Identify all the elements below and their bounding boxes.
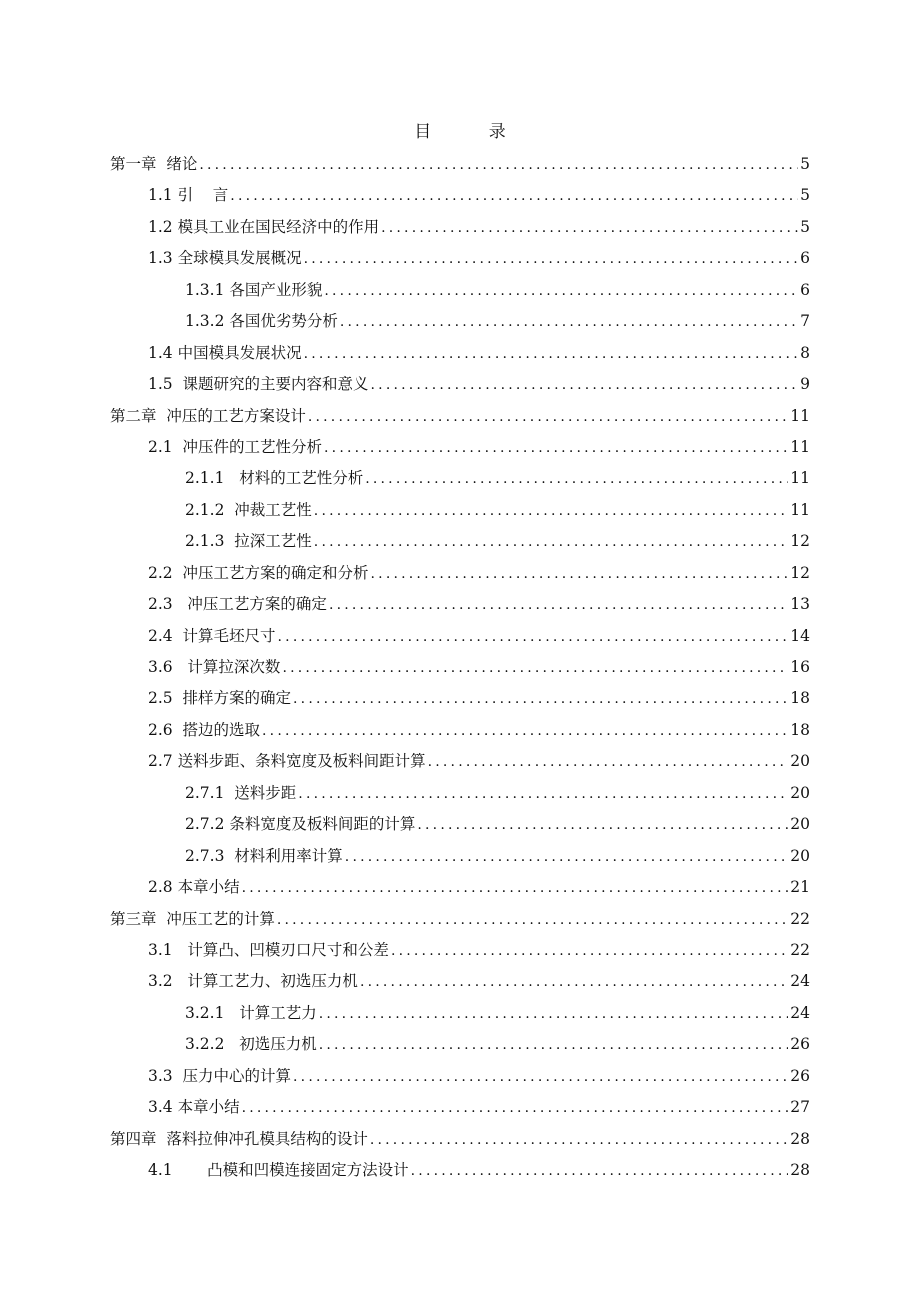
- toc-entry: [110, 683, 810, 714]
- toc-entry-title: 1.2 模具工业在国民经济中的作用: [148, 217, 380, 236]
- toc-entry: [110, 652, 810, 683]
- toc-entry-page-number: 22: [790, 909, 810, 928]
- toc-entry-title: 1.5 课题研究的主要内容和意义: [148, 375, 369, 394]
- toc-entry: [110, 841, 810, 872]
- toc-entry: [110, 872, 810, 903]
- toc-entry-title: 3.3 压力中心的计算: [148, 1066, 292, 1085]
- toc-dot-leader: [293, 1062, 788, 1093]
- toc-dot-leader: [340, 307, 798, 338]
- toc-entry-page-number: 18: [790, 689, 810, 708]
- toc-entry-title: 3.2.2 初选压力机: [185, 1035, 317, 1054]
- toc-dot-leader: [345, 842, 788, 873]
- toc-dot-leader: [262, 716, 788, 747]
- toc-entry-page-number: 11: [790, 437, 810, 456]
- toc-entry: [110, 809, 810, 840]
- toc-entry-page-number: 24: [790, 1003, 810, 1022]
- toc-dot-leader: [199, 150, 798, 181]
- toc-dot-leader: [304, 339, 798, 370]
- toc-entry: [110, 463, 810, 494]
- toc-entry: [110, 589, 810, 620]
- toc-entry-page-number: 12: [790, 563, 810, 582]
- toc-entry-title: 2.1.1 材料的工艺性分析: [185, 469, 364, 488]
- toc-entry-title: 第四章 落料拉伸冲孔模具结构的设计: [110, 1129, 368, 1148]
- toc-entry-page-number: 26: [790, 1066, 810, 1085]
- toc-entry-page-number: 7: [800, 312, 810, 331]
- toc-dot-leader: [360, 967, 788, 998]
- toc-entry-title: 2.3 冲压工艺方案的确定: [148, 595, 327, 614]
- toc-entry-page-number: 12: [790, 532, 810, 551]
- toc-entry: [110, 149, 810, 180]
- toc-entry-page-number: 27: [790, 1098, 810, 1117]
- toc-entry-title: 2.7.2 条料宽度及板料间距的计算: [185, 815, 416, 834]
- toc-entry-page-number: 28: [790, 1161, 810, 1179]
- toc-entry-title: 2.7.3 材料利用率计算: [185, 846, 343, 865]
- toc-dot-leader: [314, 527, 788, 558]
- toc-entry-title: 1.3.2 各国优劣势分析: [185, 312, 338, 331]
- toc-dot-leader: [365, 464, 788, 495]
- toc-entry-page-number: 11: [790, 469, 810, 488]
- toc-dot-leader: [308, 402, 788, 433]
- toc-entry: [110, 180, 810, 211]
- toc-dot-leader: [230, 181, 798, 212]
- toc-entry-title: 3.6 计算拉深次数: [148, 658, 281, 676]
- toc-entry-title: 2.2 冲压工艺方案的确定和分析: [148, 563, 369, 582]
- toc-dot-leader: [428, 747, 789, 778]
- toc-entry-page-number: 22: [790, 940, 810, 959]
- toc-dot-leader: [242, 1093, 789, 1124]
- toc-entry: [110, 1155, 810, 1186]
- toc-entry-page-number: 6: [800, 249, 810, 268]
- toc-entry-title: 2.7.1 送料步距: [185, 783, 297, 802]
- toc-entry: [110, 778, 810, 809]
- toc-entry-title: 3.2 计算工艺力、初选压力机: [148, 972, 358, 991]
- toc-entry: [110, 621, 810, 652]
- toc-entry: [110, 558, 810, 589]
- toc-entry: [110, 495, 810, 526]
- toc-entry: [110, 1029, 810, 1060]
- toc-entry-title: 1.4 中国模具发展状况: [148, 343, 302, 362]
- toc-dot-leader: [319, 1030, 789, 1061]
- toc-dot-leader: [324, 433, 788, 464]
- toc-dot-leader: [293, 684, 788, 715]
- toc-dot-leader: [417, 810, 788, 841]
- toc-entry: [110, 401, 810, 432]
- toc-entry-page-number: 5: [800, 186, 810, 205]
- table-of-contents: [110, 149, 810, 1186]
- toc-entry-page-number: 11: [790, 406, 810, 425]
- toc-entry-page-number: 21: [790, 878, 810, 897]
- toc-dot-leader: [371, 370, 798, 401]
- toc-entry: [110, 369, 810, 400]
- toc-entry-page-number: 16: [790, 658, 810, 676]
- toc-entry: [110, 746, 810, 777]
- toc-entry-title: 2.4 计算毛坯尺寸: [148, 626, 276, 645]
- toc-entry: [110, 306, 810, 337]
- toc-entry: [110, 212, 810, 243]
- toc-dot-leader: [242, 873, 789, 904]
- toc-entry: [110, 1124, 810, 1155]
- toc-entry-title: 4.1 凸模和凹模连接固定方法设计: [148, 1161, 409, 1179]
- toc-dot-leader: [319, 999, 789, 1030]
- toc-dot-leader: [381, 213, 798, 244]
- toc-entry: [110, 715, 810, 746]
- toc-title: 目 录: [414, 122, 532, 142]
- toc-entry-title: 2.1.3 拉深工艺性: [185, 532, 312, 551]
- toc-entry-title: 2.5 排样方案的确定: [148, 689, 292, 708]
- toc-dot-leader: [370, 1125, 788, 1156]
- toc-entry: [110, 1092, 810, 1123]
- toc-entry-title: 1.1 引 言: [148, 186, 229, 205]
- toc-entry: [110, 526, 810, 557]
- toc-entry-title: 1.3.1 各国产业形貌: [185, 280, 323, 299]
- toc-entry: [110, 243, 810, 274]
- toc-entry-page-number: 5: [800, 217, 810, 236]
- toc-entry-title: 第一章 绪论: [110, 155, 198, 173]
- toc-entry: [110, 904, 810, 935]
- toc-entry: [110, 966, 810, 997]
- toc-dot-leader: [278, 622, 789, 653]
- toc-dot-leader: [314, 496, 788, 527]
- toc-entry-page-number: 24: [790, 972, 810, 991]
- toc-entry-page-number: 28: [790, 1129, 810, 1148]
- toc-dot-leader: [391, 936, 788, 967]
- toc-entry-page-number: 9: [800, 375, 810, 394]
- toc-entry-page-number: 13: [790, 595, 810, 614]
- toc-entry-title: 3.4 本章小结: [148, 1098, 240, 1117]
- toc-entry-title: 第三章 冲压工艺的计算: [110, 909, 275, 928]
- toc-entry: [110, 275, 810, 306]
- toc-entry: [110, 432, 810, 463]
- toc-entry-title: 2.6 搭边的选取: [148, 720, 261, 739]
- toc-entry: [110, 338, 810, 369]
- toc-entry-page-number: 20: [790, 752, 810, 771]
- toc-dot-leader: [282, 653, 788, 684]
- toc-entry-title: 2.1.2 冲裁工艺性: [185, 500, 312, 519]
- toc-entry-page-number: 26: [790, 1035, 810, 1054]
- toc-dot-leader: [277, 905, 788, 936]
- toc-entry-page-number: 20: [790, 815, 810, 834]
- toc-entry-title: 1.3 全球模具发展概况: [148, 249, 302, 268]
- toc-dot-leader: [324, 276, 798, 307]
- toc-entry-title: 第二章 冲压的工艺方案设计: [110, 406, 306, 425]
- toc-entry-page-number: 5: [800, 155, 810, 173]
- toc-entry: [110, 998, 810, 1029]
- toc-dot-leader: [298, 779, 788, 810]
- toc-entry-page-number: 11: [790, 500, 810, 519]
- toc-dot-leader: [411, 1156, 789, 1187]
- toc-dot-leader: [329, 590, 788, 621]
- toc-entry-title: 2.8 本章小结: [148, 878, 240, 897]
- toc-entry-page-number: 20: [790, 783, 810, 802]
- toc-entry-title: 2.1 冲压件的工艺性分析: [148, 437, 323, 456]
- toc-entry-title: 3.2.1 计算工艺力: [185, 1003, 317, 1022]
- toc-entry-title: 3.1 计算凸、凹模刃口尺寸和公差: [148, 940, 389, 959]
- toc-entry-title: 2.7 送料步距、条料宽度及板料间距计算: [148, 752, 426, 771]
- toc-entry-page-number: 18: [790, 720, 810, 739]
- toc-entry-page-number: 14: [790, 626, 810, 645]
- toc-entry-page-number: 6: [800, 280, 810, 299]
- toc-entry: [110, 1061, 810, 1092]
- toc-entry-page-number: 8: [800, 343, 810, 362]
- toc-entry: [110, 935, 810, 966]
- toc-dot-leader: [304, 244, 798, 275]
- toc-dot-leader: [371, 559, 789, 590]
- toc-entry-page-number: 20: [790, 846, 810, 865]
